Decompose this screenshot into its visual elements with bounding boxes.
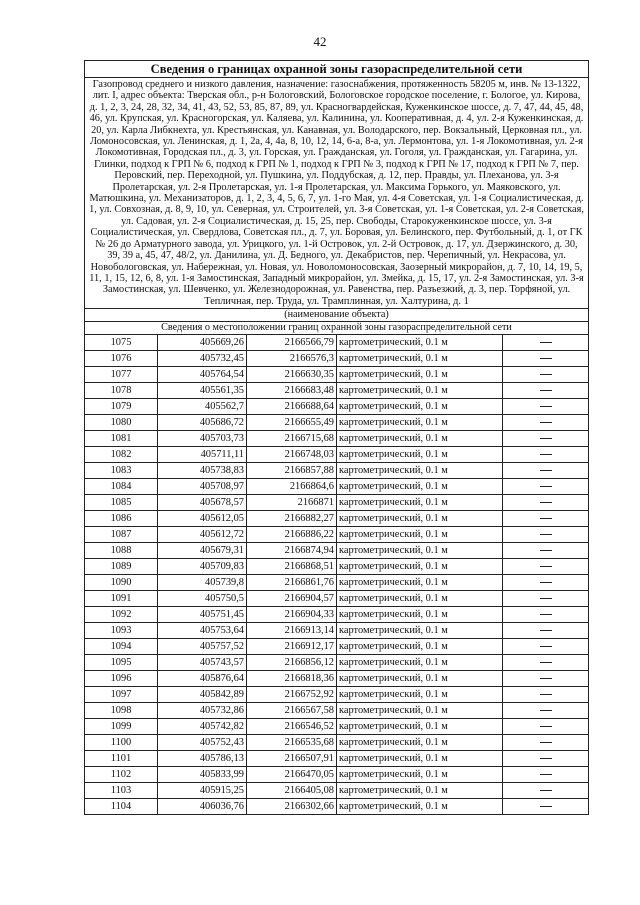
determination-method: картометрический, 0.1 м bbox=[337, 751, 503, 767]
y-coordinate: 2166748,03 bbox=[247, 447, 337, 463]
dash-mark bbox=[540, 534, 552, 535]
table-row bbox=[85, 543, 589, 559]
dash-mark bbox=[540, 358, 552, 359]
point-number: 1084 bbox=[85, 479, 158, 495]
empty-dash-cell bbox=[503, 415, 589, 431]
x-coordinate: 405708,97 bbox=[158, 479, 247, 495]
dash-mark bbox=[540, 726, 552, 727]
determination-method: картометрический, 0.1 м bbox=[337, 735, 503, 751]
empty-dash-cell bbox=[503, 623, 589, 639]
empty-dash-cell bbox=[503, 463, 589, 479]
point-number: 1097 bbox=[85, 687, 158, 703]
dash-mark bbox=[540, 486, 552, 487]
x-coordinate: 405732,86 bbox=[158, 703, 247, 719]
y-coordinate: 2166405,08 bbox=[247, 783, 337, 799]
dash-mark bbox=[540, 342, 552, 343]
empty-dash-cell bbox=[503, 703, 589, 719]
table-row bbox=[85, 575, 589, 591]
x-coordinate: 405686,72 bbox=[158, 415, 247, 431]
document-title: Сведения о границах охранной зоны газораспределительной сети bbox=[85, 61, 589, 78]
x-coordinate: 405833,99 bbox=[158, 767, 247, 783]
y-coordinate: 2166752,92 bbox=[247, 687, 337, 703]
point-number: 1103 bbox=[85, 783, 158, 799]
table-row bbox=[85, 447, 589, 463]
determination-method: картометрический, 0.1 м bbox=[337, 335, 503, 351]
y-coordinate: 2166857,88 bbox=[247, 463, 337, 479]
empty-dash-cell bbox=[503, 575, 589, 591]
point-number: 1085 bbox=[85, 495, 158, 511]
empty-dash-cell bbox=[503, 655, 589, 671]
x-coordinate: 405750,5 bbox=[158, 591, 247, 607]
table-row bbox=[85, 607, 589, 623]
empty-dash-cell bbox=[503, 767, 589, 783]
table-row bbox=[85, 463, 589, 479]
table-row bbox=[85, 719, 589, 735]
determination-method: картометрический, 0.1 м bbox=[337, 591, 503, 607]
empty-dash-cell bbox=[503, 543, 589, 559]
y-coordinate: 2166871 bbox=[247, 495, 337, 511]
x-coordinate: 405757,52 bbox=[158, 639, 247, 655]
y-coordinate: 2166576,3 bbox=[247, 351, 337, 367]
determination-method: картометрический, 0.1 м bbox=[337, 527, 503, 543]
table-row bbox=[85, 415, 589, 431]
determination-method: картометрический, 0.1 м bbox=[337, 447, 503, 463]
y-coordinate: 2166882,27 bbox=[247, 511, 337, 527]
determination-method: картометрический, 0.1 м bbox=[337, 543, 503, 559]
dash-mark bbox=[540, 470, 552, 471]
dash-mark bbox=[540, 790, 552, 791]
empty-dash-cell bbox=[503, 351, 589, 367]
y-coordinate: 2166683,48 bbox=[247, 383, 337, 399]
boundary-table bbox=[84, 60, 589, 815]
point-number: 1083 bbox=[85, 463, 158, 479]
y-coordinate: 2166861,76 bbox=[247, 575, 337, 591]
table-row bbox=[85, 383, 589, 399]
table-row bbox=[85, 671, 589, 687]
empty-dash-cell bbox=[503, 431, 589, 447]
y-coordinate: 2166302,66 bbox=[247, 799, 337, 815]
point-number: 1099 bbox=[85, 719, 158, 735]
y-coordinate: 2166912,17 bbox=[247, 639, 337, 655]
point-number: 1087 bbox=[85, 527, 158, 543]
point-number: 1078 bbox=[85, 383, 158, 399]
empty-dash-cell bbox=[503, 671, 589, 687]
point-number: 1095 bbox=[85, 655, 158, 671]
determination-method: картометрический, 0.1 м bbox=[337, 767, 503, 783]
point-number: 1079 bbox=[85, 399, 158, 415]
x-coordinate: 405561,35 bbox=[158, 383, 247, 399]
object-caption: (наименование объекта) bbox=[85, 309, 589, 322]
location-header-row bbox=[85, 322, 589, 335]
x-coordinate: 405842,89 bbox=[158, 687, 247, 703]
point-number: 1104 bbox=[85, 799, 158, 815]
y-coordinate: 2166818,36 bbox=[247, 671, 337, 687]
y-coordinate: 2166688,64 bbox=[247, 399, 337, 415]
y-coordinate: 2166566,79 bbox=[247, 335, 337, 351]
table-row bbox=[85, 399, 589, 415]
description-row bbox=[85, 78, 589, 309]
y-coordinate: 2166535,68 bbox=[247, 735, 337, 751]
x-coordinate: 405915,25 bbox=[158, 783, 247, 799]
empty-dash-cell bbox=[503, 447, 589, 463]
point-number: 1100 bbox=[85, 735, 158, 751]
dash-mark bbox=[540, 742, 552, 743]
point-number: 1086 bbox=[85, 511, 158, 527]
determination-method: картометрический, 0.1 м bbox=[337, 367, 503, 383]
x-coordinate: 405612,05 bbox=[158, 511, 247, 527]
empty-dash-cell bbox=[503, 799, 589, 815]
table-row bbox=[85, 495, 589, 511]
point-number: 1093 bbox=[85, 623, 158, 639]
table-row bbox=[85, 783, 589, 799]
determination-method: картометрический, 0.1 м bbox=[337, 655, 503, 671]
page-number: 42 bbox=[313, 34, 327, 49]
determination-method: картометрический, 0.1 м bbox=[337, 575, 503, 591]
empty-dash-cell bbox=[503, 735, 589, 751]
empty-dash-cell bbox=[503, 383, 589, 399]
x-coordinate: 405732,45 bbox=[158, 351, 247, 367]
dash-mark bbox=[540, 390, 552, 391]
empty-dash-cell bbox=[503, 751, 589, 767]
point-number: 1082 bbox=[85, 447, 158, 463]
determination-method: картометрический, 0.1 м bbox=[337, 415, 503, 431]
empty-dash-cell bbox=[503, 511, 589, 527]
determination-method: картометрический, 0.1 м bbox=[337, 399, 503, 415]
empty-dash-cell bbox=[503, 399, 589, 415]
y-coordinate: 2166546,52 bbox=[247, 719, 337, 735]
table-row bbox=[85, 623, 589, 639]
y-coordinate: 2166868,51 bbox=[247, 559, 337, 575]
empty-dash-cell bbox=[503, 719, 589, 735]
dash-mark bbox=[540, 566, 552, 567]
point-number: 1098 bbox=[85, 703, 158, 719]
dash-mark bbox=[540, 422, 552, 423]
x-coordinate: 405876,64 bbox=[158, 671, 247, 687]
table-row bbox=[85, 735, 589, 751]
determination-method: картометрический, 0.1 м bbox=[337, 463, 503, 479]
y-coordinate: 2166913,14 bbox=[247, 623, 337, 639]
x-coordinate: 405738,83 bbox=[158, 463, 247, 479]
y-coordinate: 2166904,57 bbox=[247, 591, 337, 607]
x-coordinate: 405743,57 bbox=[158, 655, 247, 671]
table-row bbox=[85, 479, 589, 495]
table-row bbox=[85, 767, 589, 783]
x-coordinate: 406036,76 bbox=[158, 799, 247, 815]
y-coordinate: 2166507,91 bbox=[247, 751, 337, 767]
determination-method: картометрический, 0.1 м bbox=[337, 783, 503, 799]
point-number: 1101 bbox=[85, 751, 158, 767]
determination-method: картометрический, 0.1 м bbox=[337, 799, 503, 815]
table-row bbox=[85, 527, 589, 543]
point-number: 1090 bbox=[85, 575, 158, 591]
object-description: Газопровод среднего и низкого давления, назначение: газоснабжения, протяженность 58205 м, инв. № 13-1322, лит. I, адрес объекта: Тверская обл., р-н Бологовский, Бологовское городское поселение, г. Бологое, ул. Кирова, д. 1, 2, 3, 24, 28, 32, 34, 41, 43, 52, 53, 85, 87, 89, ул. Красногвардейская, Куженкинское шоссе, д. 7, 47, 44, 45, 48, 46, ул. Крупская, ул. Красногорская, ул. Каляева, ул. Калинина, ул. Кооперативная, д. 4, ул. 2-я Куженкинская, д. 20, ул. Карла Либкнехта, ул. Крестьянская, ул. Канавная, ул. Володарского, пер. Вокзальный, Церковная пл., ул. Ломоносовская, ул. Ленинская, д. 1, 2а, 4, 4а, 8, 10, 12, 14, 6-а, 8-а, ул. Лермонтова, ул. 1-я Локомотивная, ул. 2-я Локомотивная, Городская пл., д. 3, ул. Горская, ул. Гражданская, ул. Гоголя, ул. Гражданская, ул. Гагарина, ул. Глинки, подход к ГРП № 6, подход к ГРП № 1, подход к ГРП № 3, подход к ГРП № 17, подход к ГРП № 7, пер. Перовский, пер. Переходной, ул. Пушкина, ул. Поддубская, д. 12, пер. Правды, ул. Плеханова, ул. 3-я Пролетарская, ул. 2-я Пролетарская, ул. 1-я Пролетарская, ул. Максима Горького, ул. Маяковского, ул. Матюшкина, ул. Механизаторов, д. 1, 2, 3, 4, 5, 6, 7, ул. 1-го Мая, ул. 4-я Советская, ул. 1-я Социалистическая, д. 1, ул. Совхозная, д. 8, 9, 10, ул. Северная, ул. Строителей, ул. 3-я Советская, ул. 1-я Советская, ул. 2-я Советская, ул. Садовая, ул. 2-я Социалистическая, д. 15, 25, пер. Свободы, Старокуженкинское шоссе, ул. 3-я Социалистическая, ул. Свердлова, Советская пл., д. 7, ул. Боровая, ул. Белинского, пер. Футбольный, д. 1, от ГК № 26 до Арматурного завода, ул. Урицкого, ул. 1-й Островок, ул. 2-й Островок, д. 17, ул. Дзержинского, д. 30, 39, 39 а, 45, 47, 48/2, ул. Данилина, ул. Д. Бедного, ул. Декабристов, пер. Черепичный, ул. Некрасова, ул. Новобологовская, ул. Набережная, ул. Новая, ул. Новоломоносовская, Заозерный микрорайон, д. 7, 10, 14, 19, 5, 11, 1, 15, 12, 6, 8, ул. 1-я Замостинская, Западный микрорайон, ул. Змейка, д. 15, 17, ул. 2-я Замостинская, ул. 3-я Замостинская, ул. Шевченко, ул. Железнодорожная, ул. Равенства, пер. Разъезжий, д. 3, пер. Торфяной, ул. Тепличная, пер. Труда, ул. Трамплинная, ул. Халтурина, д. 1 bbox=[85, 78, 589, 309]
determination-method: картометрический, 0.1 м bbox=[337, 671, 503, 687]
dash-mark bbox=[540, 502, 552, 503]
x-coordinate: 405679,31 bbox=[158, 543, 247, 559]
empty-dash-cell bbox=[503, 367, 589, 383]
x-coordinate: 405752,43 bbox=[158, 735, 247, 751]
y-coordinate: 2166567,58 bbox=[247, 703, 337, 719]
determination-method: картометрический, 0.1 м bbox=[337, 351, 503, 367]
table-row bbox=[85, 351, 589, 367]
y-coordinate: 2166470,05 bbox=[247, 767, 337, 783]
empty-dash-cell bbox=[503, 495, 589, 511]
determination-method: картометрический, 0.1 м bbox=[337, 511, 503, 527]
determination-method: картометрический, 0.1 м bbox=[337, 607, 503, 623]
y-coordinate: 2166856,12 bbox=[247, 655, 337, 671]
y-coordinate: 2166886,22 bbox=[247, 527, 337, 543]
location-header: Сведения о местоположении границ охранной зоны газораспределительной сети bbox=[85, 322, 589, 335]
dash-mark bbox=[540, 646, 552, 647]
empty-dash-cell bbox=[503, 527, 589, 543]
table-row bbox=[85, 431, 589, 447]
y-coordinate: 2166904,33 bbox=[247, 607, 337, 623]
table-row bbox=[85, 703, 589, 719]
dash-mark bbox=[540, 806, 552, 807]
empty-dash-cell bbox=[503, 335, 589, 351]
dash-mark bbox=[540, 454, 552, 455]
point-number: 1089 bbox=[85, 559, 158, 575]
dash-mark bbox=[540, 374, 552, 375]
point-number: 1094 bbox=[85, 639, 158, 655]
table-row bbox=[85, 591, 589, 607]
table-row bbox=[85, 639, 589, 655]
determination-method: картометрический, 0.1 м bbox=[337, 479, 503, 495]
x-coordinate: 405739,8 bbox=[158, 575, 247, 591]
dash-mark bbox=[540, 678, 552, 679]
determination-method: картометрический, 0.1 м bbox=[337, 623, 503, 639]
point-number: 1076 bbox=[85, 351, 158, 367]
x-coordinate: 405562,7 bbox=[158, 399, 247, 415]
table-row bbox=[85, 367, 589, 383]
x-coordinate: 405786,13 bbox=[158, 751, 247, 767]
x-coordinate: 405753,64 bbox=[158, 623, 247, 639]
dash-mark bbox=[540, 710, 552, 711]
point-number: 1091 bbox=[85, 591, 158, 607]
dash-mark bbox=[540, 614, 552, 615]
empty-dash-cell bbox=[503, 607, 589, 623]
point-number: 1088 bbox=[85, 543, 158, 559]
table-row bbox=[85, 335, 589, 351]
x-coordinate: 405669,26 bbox=[158, 335, 247, 351]
empty-dash-cell bbox=[503, 479, 589, 495]
x-coordinate: 405678,57 bbox=[158, 495, 247, 511]
empty-dash-cell bbox=[503, 639, 589, 655]
dash-mark bbox=[540, 582, 552, 583]
point-number: 1075 bbox=[85, 335, 158, 351]
dash-mark bbox=[540, 630, 552, 631]
y-coordinate: 2166715,68 bbox=[247, 431, 337, 447]
empty-dash-cell bbox=[503, 591, 589, 607]
point-number: 1080 bbox=[85, 415, 158, 431]
dash-mark bbox=[540, 598, 552, 599]
point-number: 1081 bbox=[85, 431, 158, 447]
determination-method: картометрический, 0.1 м bbox=[337, 703, 503, 719]
dash-mark bbox=[540, 662, 552, 663]
table-row bbox=[85, 559, 589, 575]
dash-mark bbox=[540, 438, 552, 439]
dash-mark bbox=[540, 518, 552, 519]
y-coordinate: 2166874,94 bbox=[247, 543, 337, 559]
x-coordinate: 405751,45 bbox=[158, 607, 247, 623]
dash-mark bbox=[540, 406, 552, 407]
determination-method: картометрический, 0.1 м bbox=[337, 431, 503, 447]
y-coordinate: 2166655,49 bbox=[247, 415, 337, 431]
point-number: 1077 bbox=[85, 367, 158, 383]
determination-method: картометрический, 0.1 м bbox=[337, 639, 503, 655]
y-coordinate: 2166630,35 bbox=[247, 367, 337, 383]
empty-dash-cell bbox=[503, 783, 589, 799]
table-row bbox=[85, 511, 589, 527]
determination-method: картометрический, 0.1 м bbox=[337, 383, 503, 399]
empty-dash-cell bbox=[503, 687, 589, 703]
dash-mark bbox=[540, 550, 552, 551]
determination-method: картометрический, 0.1 м bbox=[337, 559, 503, 575]
determination-method: картометрический, 0.1 м bbox=[337, 719, 503, 735]
empty-dash-cell bbox=[503, 559, 589, 575]
point-number: 1102 bbox=[85, 767, 158, 783]
title-row bbox=[85, 61, 589, 78]
determination-method: картометрический, 0.1 м bbox=[337, 495, 503, 511]
x-coordinate: 405742,82 bbox=[158, 719, 247, 735]
determination-method: картометрический, 0.1 м bbox=[337, 687, 503, 703]
x-coordinate: 405764,54 bbox=[158, 367, 247, 383]
caption-row bbox=[85, 309, 589, 322]
point-number: 1096 bbox=[85, 671, 158, 687]
table-row bbox=[85, 687, 589, 703]
point-number: 1092 bbox=[85, 607, 158, 623]
table-row bbox=[85, 751, 589, 767]
x-coordinate: 405703,73 bbox=[158, 431, 247, 447]
dash-mark bbox=[540, 774, 552, 775]
table-row bbox=[85, 799, 589, 815]
dash-mark bbox=[540, 758, 552, 759]
table-row bbox=[85, 655, 589, 671]
y-coordinate: 2166864,6 bbox=[247, 479, 337, 495]
dash-mark bbox=[540, 694, 552, 695]
x-coordinate: 405612,72 bbox=[158, 527, 247, 543]
x-coordinate: 405711,11 bbox=[158, 447, 247, 463]
x-coordinate: 405709,83 bbox=[158, 559, 247, 575]
